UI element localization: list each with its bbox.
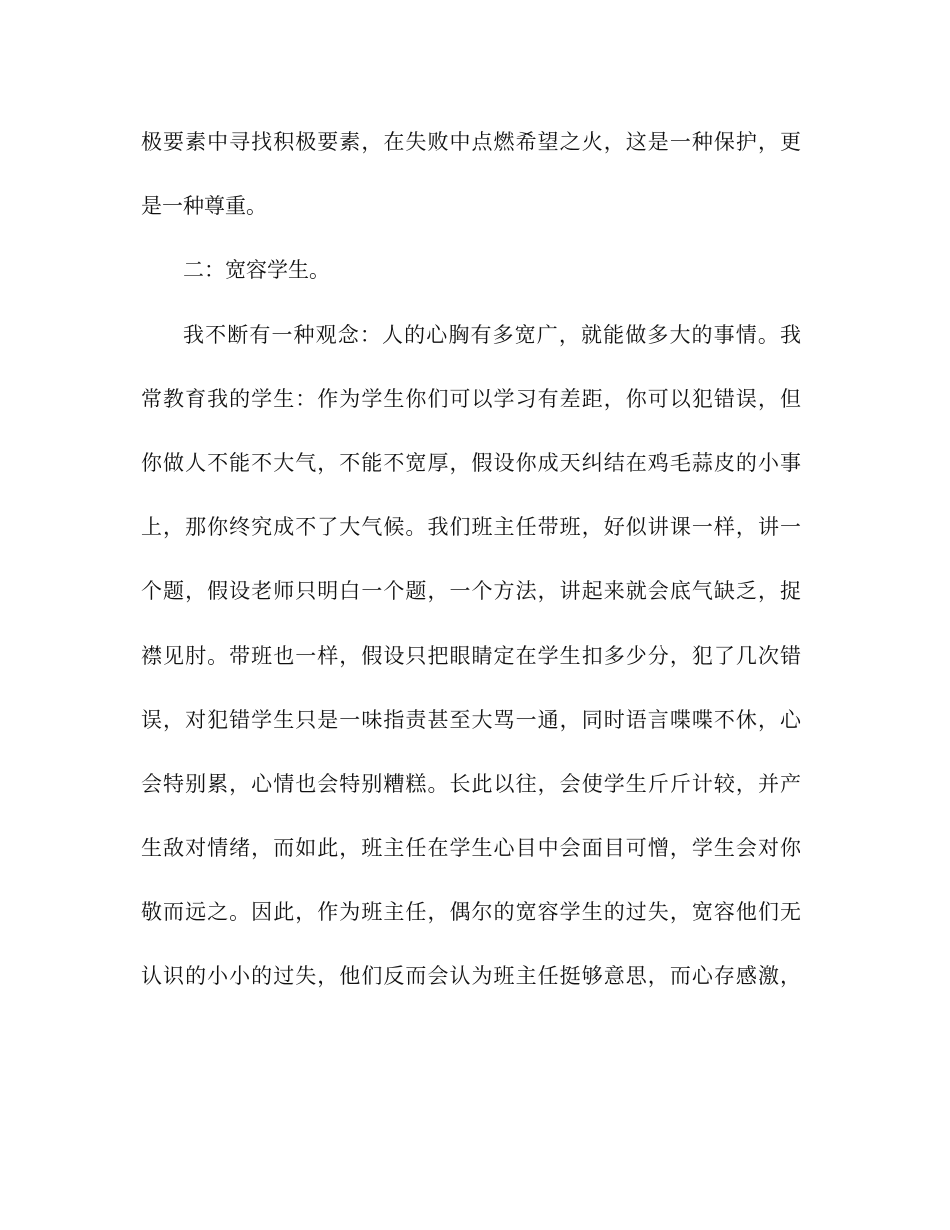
text-line: 是一种尊重。 bbox=[141, 194, 267, 219]
text-line: 认识的小小的过失，他们反而会认为班主任挺够意思，而心存感激， bbox=[141, 964, 801, 989]
text-line: 常教育我的学生：作为学生你们可以学习有差距，你可以犯错误，但 bbox=[141, 386, 801, 411]
text-line: 敬而远之。因此，作为班主任，偶尔的宽容学生的过失，宽容他们无 bbox=[141, 900, 801, 925]
text-line: 襟见肘。带班也一样，假设只把眼睛定在学生扣多少分，犯了几次错 bbox=[141, 643, 801, 668]
text-line: 个题，假设老师只明白一个题，一个方法，讲起来就会底气缺乏，捉 bbox=[141, 579, 801, 604]
paragraph-first-line: 我不断有一种观念：人的心胸有多宽广，就能做多大的事情。我 bbox=[183, 322, 801, 347]
text-line: 误，对犯错学生只是一味指责甚至大骂一通，同时语言喋喋不休，心 bbox=[141, 707, 801, 732]
text-line: 极要素中寻找积极要素，在失败中点燃希望之火，这是一种保护，更 bbox=[141, 130, 801, 154]
text-line: 会特别累，心情也会特别糟糕。长此以往，会使学生斤斤计较，并产 bbox=[141, 771, 801, 796]
text-line: 上，那你终究成不了大气候。我们班主任带班，好似讲课一样，讲一 bbox=[141, 515, 801, 540]
section-heading: 二：宽容学生。 bbox=[183, 258, 330, 283]
text-line: 生敌对情绪，而如此，班主任在学生心目中会面目可憎，学生会对你 bbox=[141, 836, 801, 861]
body-text bbox=[141, 122, 801, 1021]
text-line: 你做人不能不大气，不能不宽厚，假设你成天纠结在鸡毛蒜皮的小事 bbox=[141, 450, 801, 475]
